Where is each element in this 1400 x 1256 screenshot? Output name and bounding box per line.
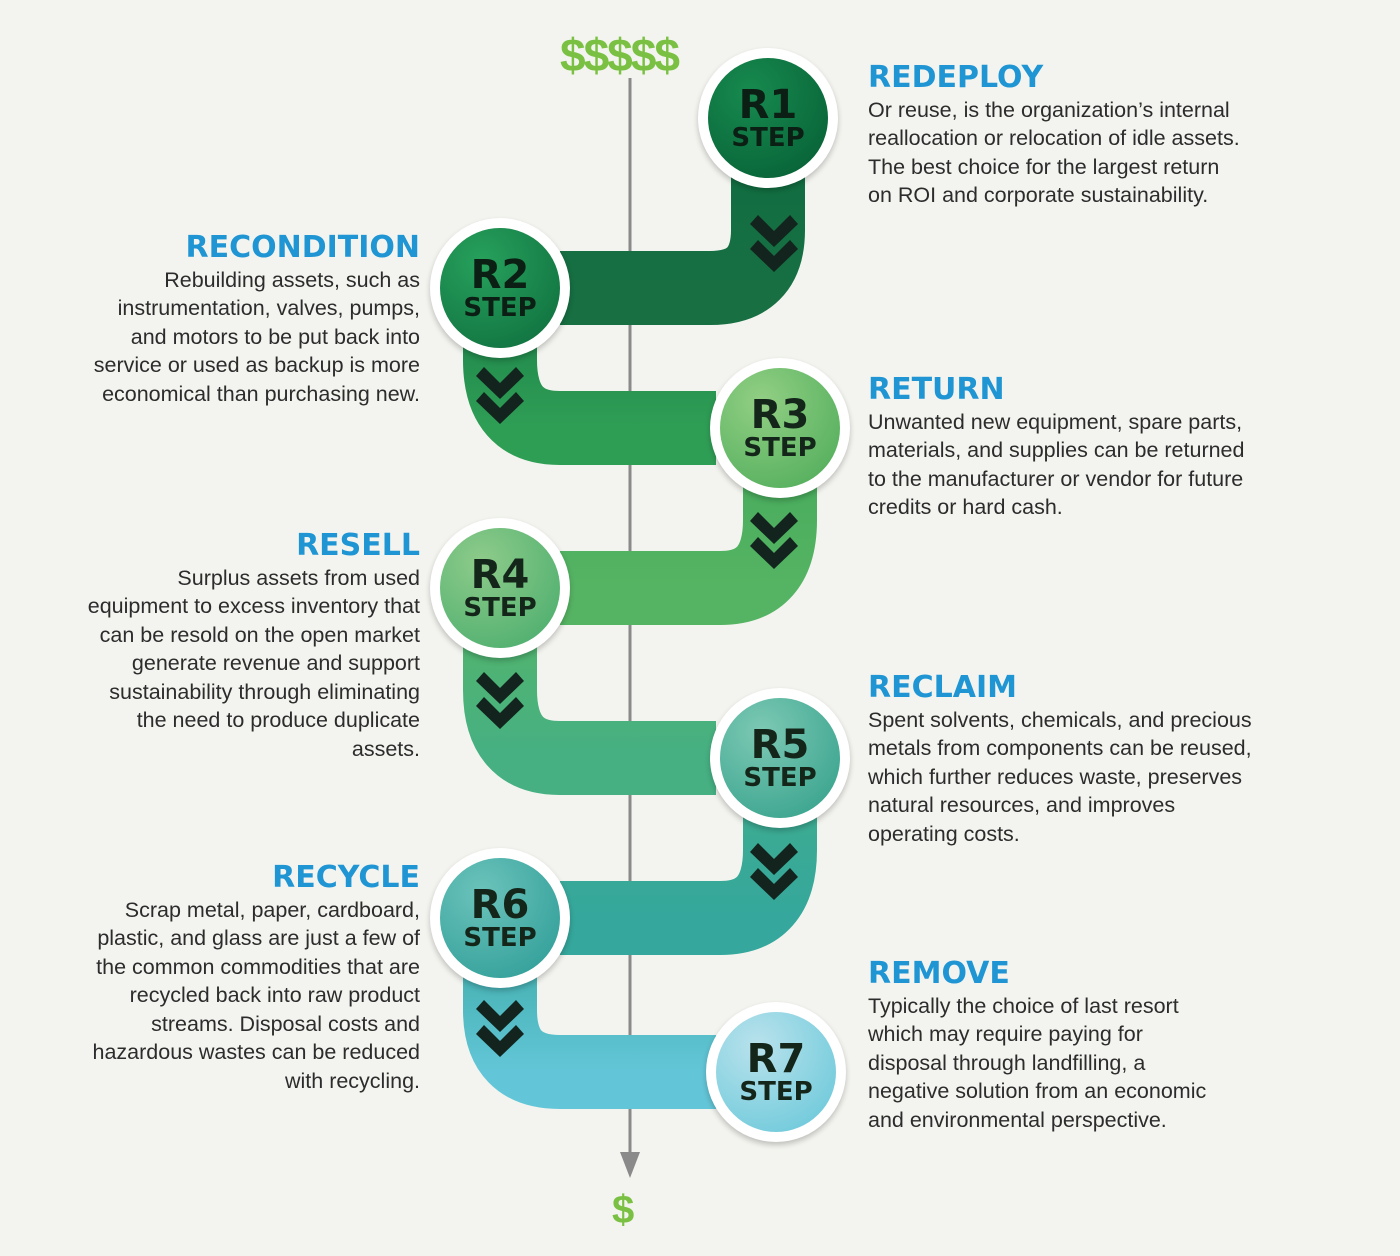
step-heading-r7: REMOVE xyxy=(868,956,1010,991)
step-heading-r3: RETURN xyxy=(868,372,1005,407)
step-text-r3 xyxy=(868,374,1248,522)
step-heading-r2: RECONDITION xyxy=(185,230,420,265)
step-node-r5[interactable] xyxy=(710,688,850,828)
step-badge-r4-step: STEP xyxy=(463,592,537,623)
step-body-r4: Surplus assets from used equipment to excess inventory that can be resold on the open market generate revenue and support sustainability through eliminating the need to produce duplicate assets. xyxy=(87,565,420,762)
step-text-r4 xyxy=(84,530,420,764)
step-badge-r2-step: STEP xyxy=(463,292,537,323)
step-node-r1[interactable] xyxy=(698,48,838,188)
step-text-r2 xyxy=(84,232,420,408)
step-badge-r6-code: R6 xyxy=(470,881,530,928)
step-heading-r1: REDEPLOY xyxy=(868,60,1044,95)
step-badge-r6-step: STEP xyxy=(463,922,537,953)
step-badge-r1-step: STEP xyxy=(731,122,805,153)
step-text-r6 xyxy=(84,862,420,1096)
step-node-r7[interactable] xyxy=(706,1002,846,1142)
step-badge-r2-code: R2 xyxy=(470,251,530,298)
money-bottom-label: $ xyxy=(612,1188,633,1232)
money-top-label: $$$$$ xyxy=(560,29,678,81)
step-body-r5: Spent solvents, chemicals, and precious metals from components can be reused, which further reduces waste, preserves natural resources, and improves operating costs. xyxy=(868,707,1252,846)
step-badge-r3-step: STEP xyxy=(743,432,817,463)
step-badge-r5-step: STEP xyxy=(743,762,817,793)
step-body-r2: Rebuilding assets, such as instrumentation, valves, pumps, and motors to be put back into service or used as backup is more economical than purchasing new. xyxy=(93,267,420,406)
step-heading-r5: RECLAIM xyxy=(868,670,1017,705)
step-body-r7: Typically the choice of last resort which may require paying for disposal through landfilling, a negative solution from an economic and environmental perspective. xyxy=(868,993,1207,1132)
step-node-r2[interactable] xyxy=(430,218,570,358)
step-text-r1 xyxy=(868,62,1248,210)
step-body-r6: Scrap metal, paper, cardboard, plastic, and glass are just a few of the common commodities that are recycled back into raw product streams. Disposal costs and hazardous wastes can be reduced with recycling. xyxy=(92,897,420,1094)
step-heading-r6: RECYCLE xyxy=(272,860,420,895)
step-node-r4[interactable] xyxy=(430,518,570,658)
step-text-r5 xyxy=(868,672,1252,848)
step-text-r7 xyxy=(868,958,1208,1134)
step-badge-r4-code: R4 xyxy=(470,551,530,598)
step-node-r6[interactable] xyxy=(430,848,570,988)
step-badge-r7-code: R7 xyxy=(746,1035,806,1082)
step-badge-r5-code: R5 xyxy=(750,721,810,768)
step-badge-r7-step: STEP xyxy=(739,1076,813,1107)
step-badge-r1-code: R1 xyxy=(738,81,798,128)
step-node-r3[interactable] xyxy=(710,358,850,498)
step-heading-r4: RESELL xyxy=(296,528,420,563)
step-badge-r3-code: R3 xyxy=(750,391,810,438)
step-body-r3: Unwanted new equipment, spare parts, materials, and supplies can be returned to the manufacturer or vendor for future credits or hard cash. xyxy=(868,409,1245,520)
step-body-r1: Or reuse, is the organization’s internal reallocation or relocation of idle assets. The best choice for the largest return on ROI and corporate sustainability. xyxy=(868,97,1240,208)
